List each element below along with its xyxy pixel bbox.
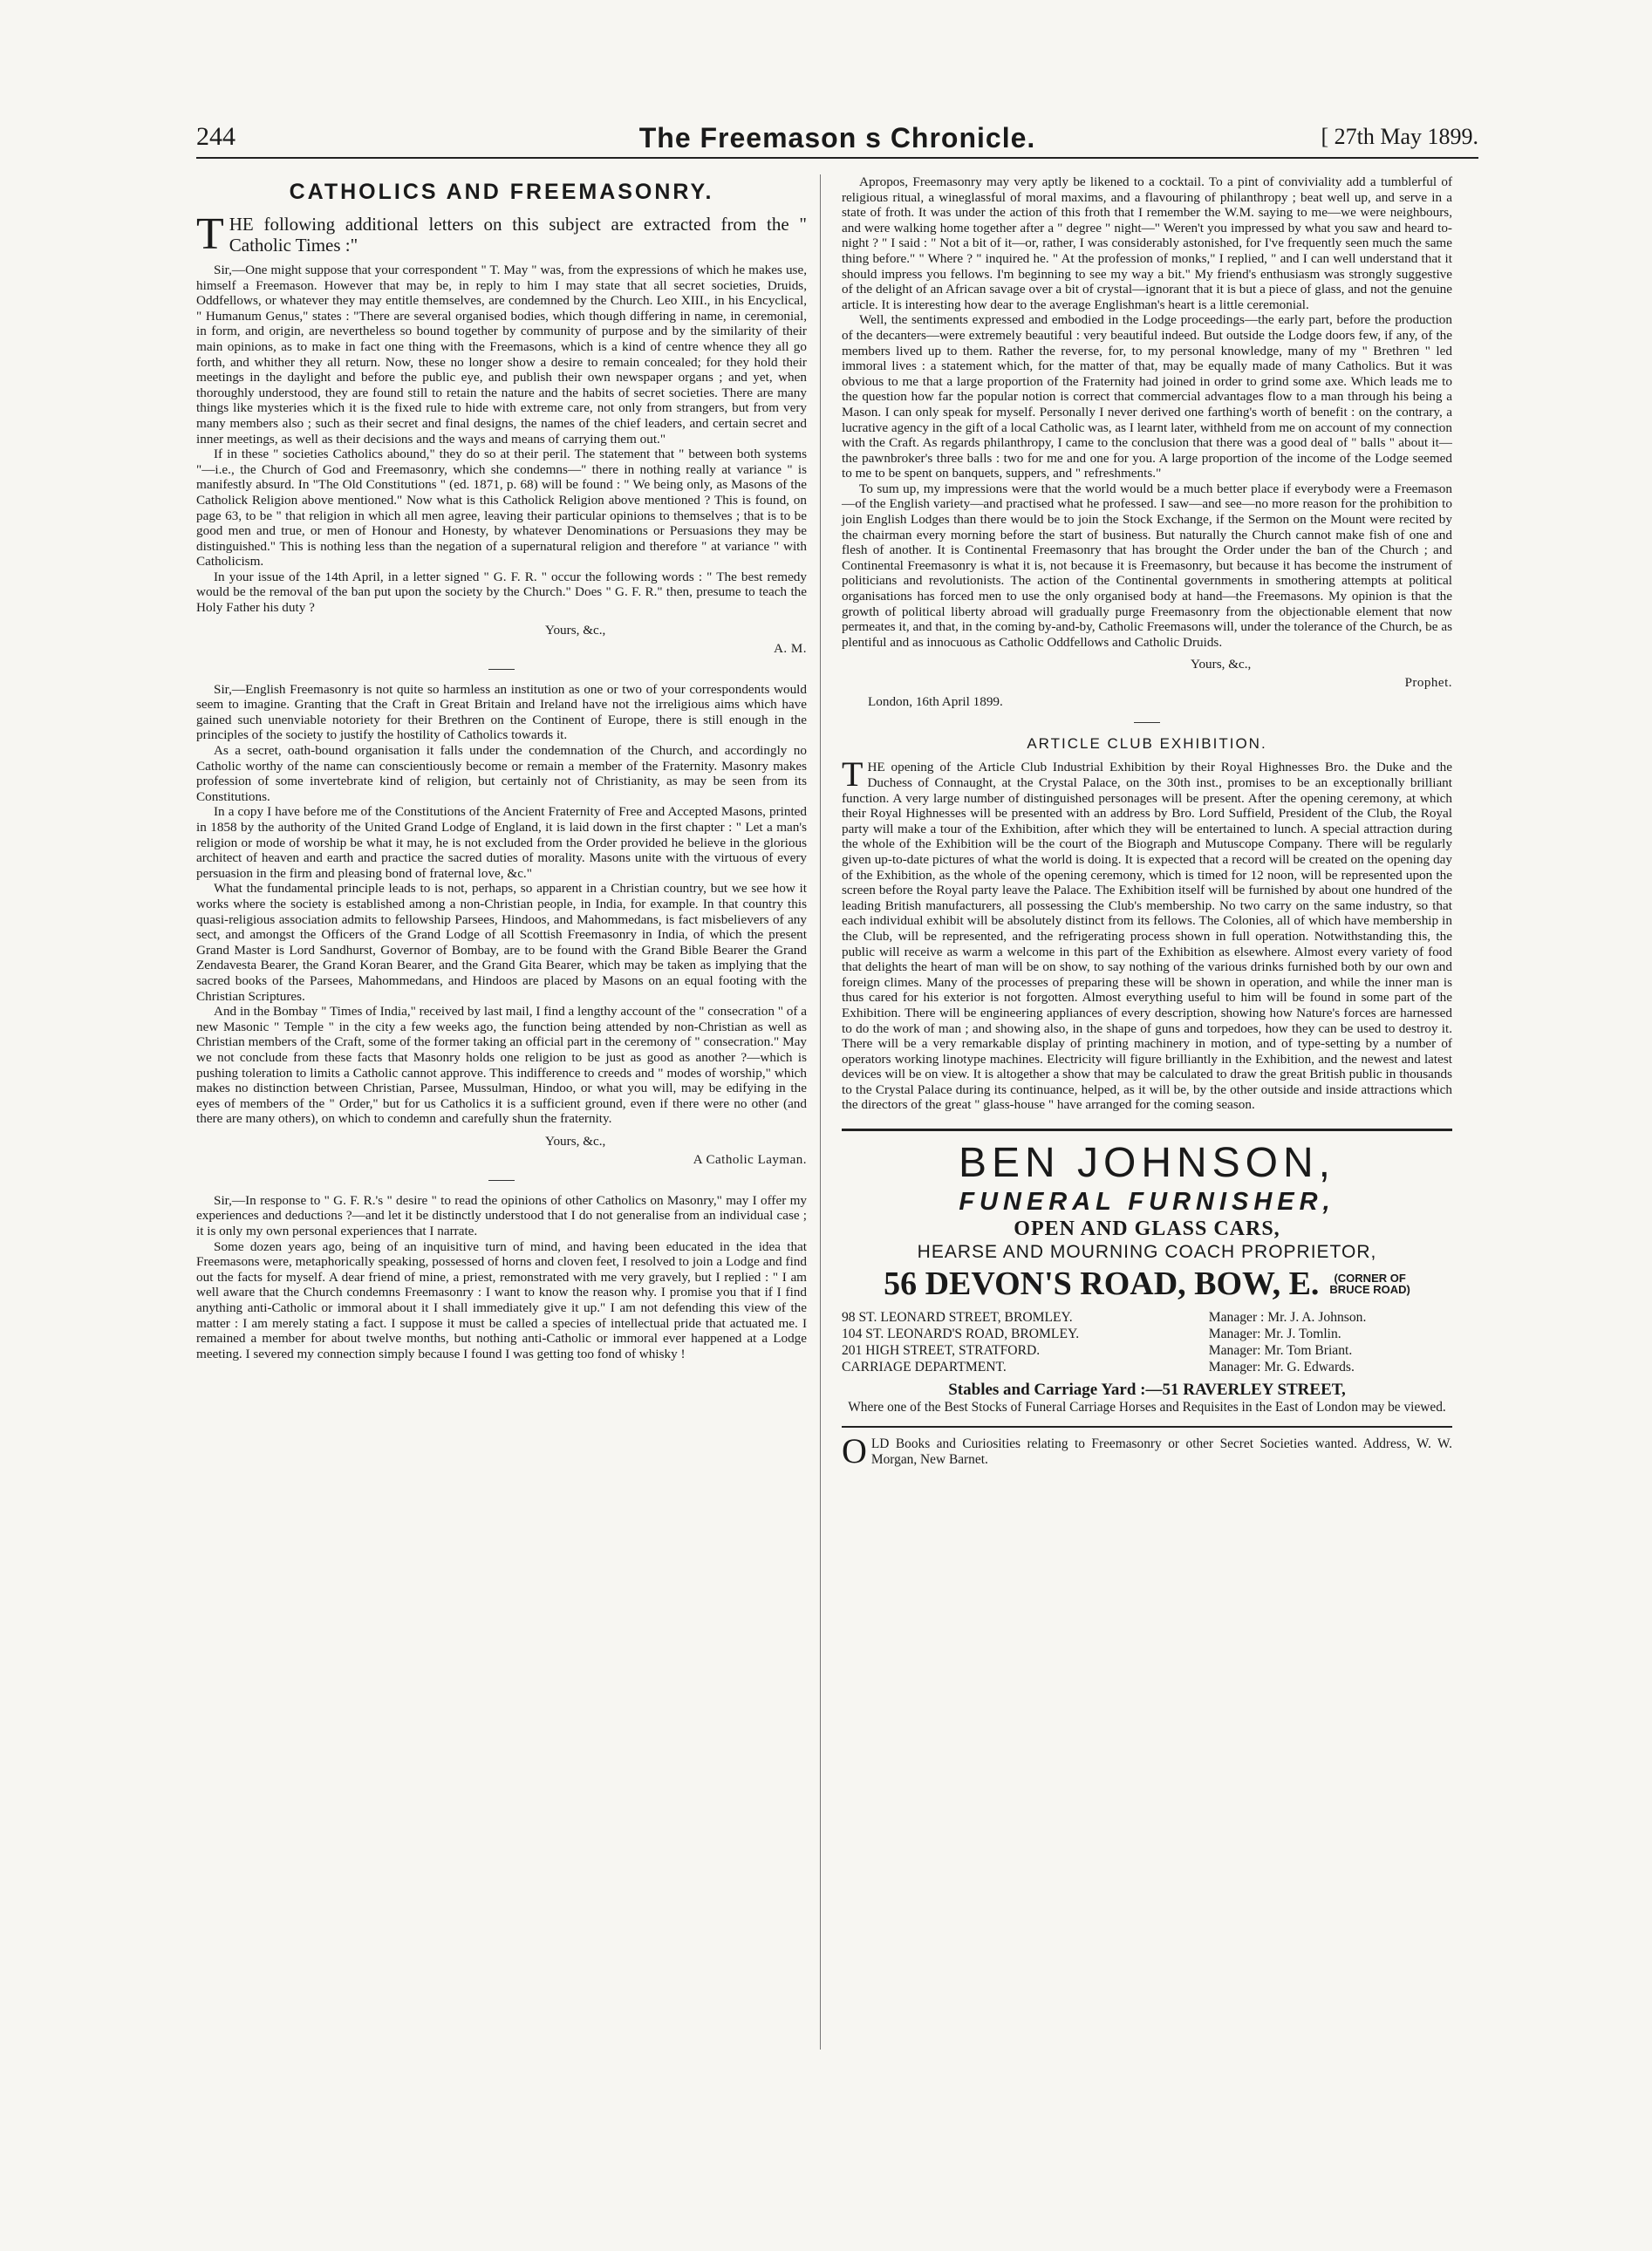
advert-cars: OPEN AND GLASS CARS, [1014,1218,1280,1241]
advertisement-old-books [842,1426,1452,1471]
table-row [842,1309,1452,1326]
letter-paragraph: Sir,—English Freemasonry is not quite so harmless an institution as one or two of your correspondents would seem to imagine. Granting that the Craft in Great Britain and Ireland have not the irreligious aims which have gained such unenviable notoriety for their Brethren on the Continent of Europe, there is still enough in the principles of the society to justify the hostility of Catholics towards it. [196,681,807,743]
right-column [842,174,1452,1471]
letter-paragraph: To sum up, my impressions were that the world would be a much better place if everybody were a Freemason—of the English variety—and practised what he professed. I saw—and see—no more reason for the prohibition to join English Lodges than there would be to join the Stock Exchange, if the Sermon on the Mount were recited by the chairman every morning before the start of business. But naturally the Church cannot make fish of one and flesh of another. It is Continental Freemasonry that has brought the Order under the ban of the Church ; and Continental Freemasonry is what it is, not because it is Freemasonry, but because it has become the instrument of politicians and revolutionists. The action of the Continental governments in smothering attempts at political organisations has forced men to use the only organised body at hand—the Freemasons. My opinion is that the growth of political liberty abroad will gradually purge Freemasonry from the objectionable element that now permeates it, and that, in the coming by-and-by, Catholic Freemasons will, under the tolerance of the Church, be as plentiful and as innocuous as Catholic Oddfellows and Catholic Druids. [842,481,1452,650]
letter-closing: Yours, &c., [545,622,606,638]
separator-rule [488,669,515,670]
branch-address: 104 ST. LEONARD'S ROAD, BROMLEY. [842,1327,1080,1342]
letter-paragraph: As a secret, oath-bound organisation it falls under the condemnation of the Church, and accordingly no Catholic worthy of the name can conscientiously become or remain a member of the Fraternity. Masonry makes profession of some invertebrate kind of religion, but certainly not of Christianity, as may be seen from its Constitutions. [196,743,807,804]
letter-paragraph: If in these " societies Catholics abound," they do so at their peril. The statement that " between both systems "—i.e., the Church of God and Freemasonry, which she condemns—" there in nothing really at variance " is manifestly absurd. In "The Old Constitutions " (ed. 1871, p. 68) will be found : " We being only, as Masons of the Catholick Religion above mentioned." Now what is this Catholick Religion above mentioned ? This is found, on page 63, to be " that religion in which all men agree, leaving their particular opinions to themselves ; that is to be good men and true, or men of Honour and Honesty, by whatever Denominations or Persuasions they may be distinguished." This is nothing less than the negation of a supernatural religion and therefore " at variance " with Catholicism. [196,447,807,570]
advert-stocks: Where one of the Best Stocks of Funeral Carriage Horses and Requisites in the East of London may be viewed. [848,1400,1446,1415]
article-intro: THE following additional letters on this subject are extracted from the " Catholic Times :" [196,209,807,259]
advert-stables: Stables and Carriage Yard :—51 RAVERLEY STREET, [948,1381,1346,1400]
page-number: 244 [196,122,236,151]
branch-address: CARRIAGE DEPARTMENT. [842,1360,1007,1375]
advert-corner-note: (CORNER OF BRUCE ROAD) [1329,1272,1410,1297]
letter-paragraph: Some dozen years ago, being of an inquisitive turn of mind, and having been educated in the idea that Freemasons were, metaphorically speaking, possessed of horns and cloven feet, I resolved to join a Lodge and find out the facts for myself. A dear friend of mine, a priest, remonstrated with me very gravely, but I replied : " I am well aware that the Church condemns Freemasonry : I want to know the reason why. I promise you that if I find anything anti-Catholic or immoral about it I shall immediately give it up." I am not defending this view of the matter : I am merely stating a fact. I suppose it must be called a species of intellectual pride that actuated me. I remained a member for about twelve months, but nothing anti-Catholic or immoral ever happened at a Lodge meeting. I severed my connection simply because I found I was getting too fond of whisky ! [196,1238,807,1361]
table-row [842,1326,1452,1342]
left-column [196,174,807,1361]
branch-manager: Manager: Mr. J. Tomlin. [1208,1327,1341,1342]
drop-cap: T [196,209,224,259]
branch-address: 201 HIGH STREET, STRATFORD. [842,1343,1041,1359]
letter-signature: A. M. [774,641,807,656]
drop-cap: O [842,1431,867,1471]
separator-rule [488,1180,515,1181]
advert-trade: FUNERAL FURNISHER, [959,1188,1335,1217]
letter-paragraph: Apropos, Freemasonry may very aptly be likened to a cocktail. To a pint of conviviality add a tumblerful of religious ritual, a wineglassful of moral maxims, and a flavouring of philanthropy ; beat well up, and serve in a state of froth. It was under the action of this froth that I remember the W.M. saying to me—we were neighbours, and were walking home together after a " degree " night—" Weren't you impressed by what you saw and heard to-night ? " I said : " Not a bit of it—or, rather, I was considerably astonished, for I've frequently seen much the same thing before." " Where ? " inquired he. " At the profession of monks," I replied, " and I can well understand that it should impress you fellows. I'm beginning to see my way a bit." My friend's enthusiasm was strongly suggestive of the delight of an African savage over a bit of crystal—ignorant that it is but a piece of glass, and not the genuine article. It is interesting how dear to the average Englishman's heart is a little ceremonial. [842,174,1452,312]
issue-date: [ 27th May 1899. [1321,124,1478,149]
article-body: THE opening of the Article Club Industrial Exhibition by their Royal Highnesses Bro. the Duke and the Duchess of Connaught, at the Crystal Palace, on the 30th inst., promises to be an exceptionally brilliant function. A very large number of distinguished personages will be present. After the opening ceremony, at which their Royal Highnesses will be presented with an address by Bro. Lord Suffield, President of the Club, the Royal party will make a tour of the Exhibition, after which they will be entertained to lunch. A special attraction during the whole of the Exhibition will be the court of the Biograph and Mutuscope Company. There will be regularly given up-to-date pictures of what the world is doing. It is expected that a record will be created on the opening day of the Exhibition, as the whole of the opening ceremony, which is timed for 12 noon, will be represented upon the screen before the Royal party leave the Palace. The Exhibition itself will be furnished by about one hundred of the leading British manufacturers, all possessing the Club's membership. No two carry on the same industry, so that each individual exhibit will be absolutely distinct from its fellows. The Colonies, all of which have membership in the Club, will be represented, and the refrigerating process shown in full operation. Notwithstanding this, the public will receive as warm a welcome in this part of the Exhibition as elsewhere. Almost every variety of food that delights the heart of man will be on show, to say nothing of the various drinks furnished both by our own and foreign climes. Many of the processes of preparing these will be shown in operation, and while the inner man is thus cared for his exterior is not forgotten. Almost everything useful to him will be found in some part of the Exhibition. There will be engineering appliances of every description, showing how Nature's forces are harnessed to do the work of man ; and showing also, in the shape of guns and torpedoes, how they can be used to destroy it. There will be a very remarkable display of printing machinery in motion, and of type-setting by a number of operators working linotype machines. Electricity will figure brilliantly in the Exhibition, and the newest and latest devices will be on view. It is altogether a show that may be calculated to draw the great British public in thousands to the Crystal Palace during its continuance, helped, as it will be, by the other outside and inside attractions which the directors of the great " glass-house " have arranged for the coming season. [842,754,1452,1113]
letter-catholic-layman [196,682,807,1168]
drop-cap: T [842,754,864,795]
letter-closing: Yours, &c., [545,1133,606,1149]
branch-manager: Manager : Mr. J. A. Johnson. [1208,1310,1367,1326]
page-header [196,122,1478,159]
advert-address: 56 DEVON'S ROAD, BOW, E. (CORNER OF BRUCE ROAD) [884,1265,1410,1303]
letter-paragraph: Sir,—In response to " G. F. R.'s " desire " to read the opinions of other Catholics on Masonry," may I offer my experiences and deductions ?—and let it be distinctly understood that I do not generalise from an individual case ; it is only my own personal experiences that I narrate. [196,1192,807,1239]
letter-paragraph: And in the Bombay " Times of India," received by last mail, I find a lengthy account of the " consecration " of a new Masonic " Temple " in the city a few weeks ago, the function being attended by non-Christian as well as Christian members of the Craft, some of the former taking an official part in the ceremony of " consecration." May we not conclude from these facts that Masonry holds one religion to be just as good as another ?—which is pushing toleration to limits a Catholic cannot approve. This indifference to creeds and " modes of worship," which makes no distinction between Christian, Parsee, Mussulman, Hindoo, or what you will, may be edifying in the eyes of members of the " Order," but for us Catholics it is a sufficient ground, even if there were no other (and there are many others), on which to condemn and carefully shun the fraternity. [196,1004,807,1127]
branch-manager: Manager: Mr. G. Edwards. [1208,1360,1355,1375]
branch-manager: Manager: Mr. Tom Briant. [1208,1343,1353,1359]
masthead-title: The Freemason s Chronicle. [638,122,1036,153]
separator-rule [1134,722,1160,723]
letter-signature: Prophet. [1404,676,1452,691]
letter-paragraph: What the fundamental principle leads to is not, perhaps, so apparent in a Christian country, but we see how it works where the society is established among a non-Christian people, in India, for example. In that country this quasi-religious association admits to fellowship Parsees, Hindoos, and Mahommedans, is fact misbelievers of any sect, and amongst the Officers of the Grand Lodge of all Scottish Freemasonry in India, of which the present Grand Master is Lord Sandhurst, Governor of Bombay, are to be found with the Grand Bible Bearer the Grand Zendavesta Bearer, the Grand Koran Bearer, and the Grand Gita Bearer, which may be taken as implying that the sacred books of the Parsees, Mahommedans, and Hindoos are placed by Masons on an equal footing with the Christian Scriptures. [196,881,807,1004]
advert-text: LD Books and Curiosities relating to Freemasonry or other Secret Societies wanted. Address, W. W. Morgan, New Barnet. [870,1436,1452,1468]
letter-paragraph: Well, the sentiments expressed and embodied in the Lodge proceedings—the early part, before the production of the decanters—were extremely beautiful : very beautiful indeed. But outside the Lodge doors few, if any, of the members lived up to them. Rather the reverse, for, to my personal knowledge, many of my " Brethren " led immoral lives : a statement which, for the matter of that, may be equally made of many Catholics. But it was obvious to me that a large proportion of the Fraternity had joined in order to grind some axe. Which leads me to the question how far the popular notion is correct that commercial advantages flow to a man through his being a Mason. I can only speak for myself. Personally I never derived one farthing's worth of benefit : on the contrary, a lucrative agency in the gift of a local Catholic was, as I learnt later, withheld from me on account of my connection with the Craft. As regards philanthropy, I came to the conclusion that there was a good deal of " balls " about it—the pawnbroker's three balls : two for me and one for you. A large proportion of the income of the Lodge seemed to me to be spent on banquets, suppers, and " refreshments." [842,312,1452,481]
letter-closing: Yours, &c., [1191,657,1252,672]
advert-branches [842,1309,1452,1375]
article-heading: CATHOLICS AND FREEMASONRY. [289,180,714,204]
letter-paragraph: In your issue of the 14th April, in a letter signed " G. F. R. " occur the following words : " The best remedy would be the removal of the ban put upon the society by the Church." Does " G. F. R." then, presume to teach the Holy Father his duty ? [196,569,807,616]
table-row [842,1359,1452,1375]
letter-dateline: London, 16th April 1899. [868,694,1003,710]
table-row [842,1342,1452,1359]
advertisement-ben-johnson [842,1129,1452,1415]
advert-hearse: HEARSE AND MOURNING COACH PROPRIETOR, [917,1242,1377,1263]
branch-address: 98 ST. LEONARD STREET, BROMLEY. [842,1310,1073,1326]
advert-name: BEN JOHNSON, [958,1140,1336,1187]
letter-am [196,263,807,657]
column-divider [820,174,821,2050]
letter-prophet-part1 [196,1193,807,1362]
letter-paragraph: In a copy I have before me of the Constitutions of the Ancient Fraternity of Free and Accepted Masons, printed in 1858 by the authority of the United Grand Lodge of England, it is laid down in the first chapter : " Let a man's religion or mode of worship be what it may, he is not excluded from the Order provided he believe in the glorious architect of heaven and earth and practice the sacred duties of morality. Masons unite with the virtuous of every persuasion in the firm and pleasing bond of fraternal love, &c." [196,804,807,881]
article-heading: ARTICLE CLUB EXHIBITION. [1027,735,1267,753]
letter-paragraph: Sir,—One might suppose that your correspondent " T. May " was, from the expressions of which he makes use, himself a Freemason. However that may be, in reply to him I may state that all secret societies, Druids, Oddfellows, or whatever they may entitle themselves, are condemned by the Church. Leo XIII., in his Encyclical, " Humanum Genus," states : "There are several organised bodies, which though differing in name, in ceremonial, in form, and origin, are nevertheless so bound together by community of purpose and by the similarity of their main opinions, as to make in fact one thing with the Freemasons, which is a kind of centre whence they all go forth, and whither they all return. Now, these no longer show a desire to remain concealed; for they hold their meetings in the daylight and before the public eye, and publish their own newspaper organs ; and yet, when thoroughly understood, they are found still to retain the nature and the habits of secret societies. There are many things like mysteries which it is the fixed rule to hide with extreme care, not only from strangers, but from very many members also ; such as their secret and final designs, the names of the chief leaders, and certain secret and inner meetings, as well as their decisions and the ways and means of carrying them out." [196,263,807,447]
letter-prophet-part2 [842,174,1452,710]
letter-signature: A Catholic Layman. [693,1152,807,1167]
